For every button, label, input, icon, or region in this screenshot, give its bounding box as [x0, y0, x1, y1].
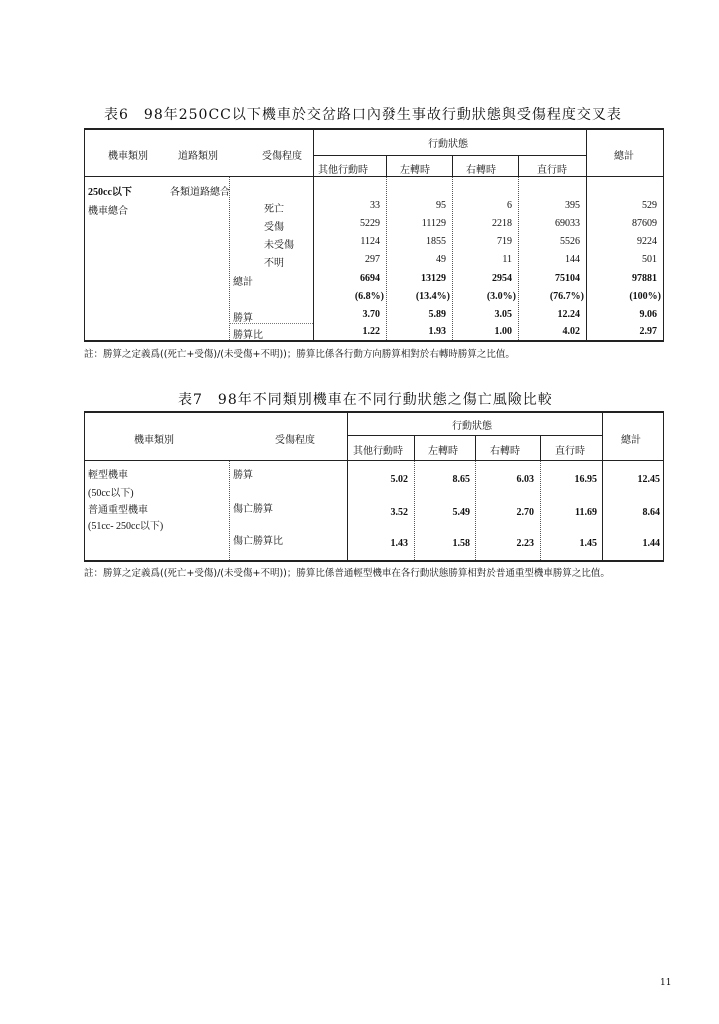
t6-header-total: 總計 — [614, 151, 634, 162]
t6-cell: (3.0%) — [486, 291, 516, 302]
t6-cell: 3.70 — [362, 309, 380, 320]
t6-cell: (6.8%) — [354, 291, 384, 302]
t6-cell: 1.93 — [428, 326, 446, 337]
t6-vehicle-label-2: 機車總合 — [88, 206, 128, 217]
t6-road-label: 各類道路總合 — [170, 187, 230, 198]
t7-row-label: 傷亡勝算比 — [233, 536, 283, 547]
t6-row-label: 勝算比 — [233, 330, 263, 341]
t6-cell: 1124 — [360, 236, 380, 247]
t6-header-injury: 受傷程度 — [262, 151, 302, 162]
t6-cell: 75104 — [555, 273, 580, 284]
t6-header-road: 道路類別 — [178, 151, 218, 162]
t7-cell: 1.43 — [390, 538, 408, 549]
t7-cell: 2.23 — [516, 538, 534, 549]
t6-cell: 5526 — [560, 236, 580, 247]
t7-cell: 6.03 — [516, 474, 534, 485]
t6-cell: 1.22 — [362, 326, 380, 337]
t6-cell: 6 — [507, 200, 512, 211]
t7-header-vehicle: 機車類別 — [134, 435, 174, 446]
t6-row-label: 總計 — [233, 277, 253, 288]
t6-cell: 9224 — [637, 236, 657, 247]
t6-row-label: 勝算 — [233, 313, 253, 324]
t7-cell: 12.45 — [637, 474, 660, 485]
t7-cell: 5.49 — [452, 507, 470, 518]
t6-cell: (100%) — [629, 291, 661, 302]
t6-cell: 1855 — [426, 236, 446, 247]
t6-cell: 395 — [565, 200, 580, 211]
t6-cell: 2218 — [492, 218, 512, 229]
t7-header-injury: 受傷程度 — [275, 435, 315, 446]
t7-cell: 2.70 — [516, 507, 534, 518]
t6-row-label: 未受傷 — [264, 240, 294, 251]
t6-cell: 501 — [642, 254, 657, 265]
t6-header-action: 行動狀態 — [428, 139, 468, 150]
t6-cell: 87609 — [632, 218, 657, 229]
t6-cell: 97881 — [632, 273, 657, 284]
t7-vehicle-2-sub: (51cc- 250cc以下) — [88, 521, 164, 532]
t6-cell: 144 — [565, 254, 580, 265]
t6-cell: 13129 — [421, 273, 446, 284]
table6-note: 註：勝算之定義爲((死亡+受傷)/(未受傷+不明))；勝算比係各行動方向勝算相對於右轉時勝算之比值。 — [84, 349, 515, 360]
t6-cell: 11 — [502, 254, 512, 265]
t6-cell: 297 — [365, 254, 380, 265]
t7-header-total: 總計 — [621, 435, 641, 446]
t6-header-left: 左轉時 — [400, 165, 430, 176]
t6-cell: (76.7%) — [549, 291, 584, 302]
t7-vehicle-2: 普通重型機車 — [88, 505, 148, 516]
t7-cell: 1.58 — [452, 538, 470, 549]
t6-cell: 33 — [370, 200, 380, 211]
t6-cell: 5.89 — [428, 309, 446, 320]
t6-cell: 3.05 — [494, 309, 512, 320]
t6-row-label: 死亡 — [264, 204, 284, 215]
t6-cell: 5229 — [360, 218, 380, 229]
table7-note: 註：勝算之定義爲((死亡+受傷)/(未受傷+不明))；勝算比係普通輕型機車在各行動狀態勝算相對於普通重型機車勝算之比值。 — [84, 568, 610, 579]
t6-cell: 2954 — [492, 273, 512, 284]
page-number: 11 — [660, 978, 672, 988]
t6-header-other: 其他行動時 — [318, 165, 368, 176]
t6-header-right: 右轉時 — [466, 165, 496, 176]
t7-vehicle-1: 輕型機車 — [88, 470, 128, 481]
t6-header-vehicle: 機車類別 — [108, 151, 148, 162]
t6-cell: (13.4%) — [415, 291, 450, 302]
t6-cell: 4.02 — [562, 326, 580, 337]
t7-vehicle-1-sub: (50cc以下) — [88, 488, 134, 499]
t6-cell: 9.06 — [639, 309, 657, 320]
t7-header-right: 右轉時 — [490, 446, 520, 457]
t7-cell: 11.69 — [575, 507, 597, 518]
t6-cell: 11129 — [421, 218, 446, 229]
t7-cell: 8.64 — [642, 507, 660, 518]
t6-cell: 6694 — [360, 273, 380, 284]
t7-cell: 16.95 — [574, 474, 597, 485]
t6-header-straight: 直行時 — [537, 165, 567, 176]
t7-cell: 5.02 — [390, 474, 408, 485]
t7-cell: 1.45 — [579, 538, 597, 549]
table7-title: 表7 98年不同類別機車在不同行動狀態之傷亡風險比較 — [178, 392, 553, 408]
t7-header-other: 其他行動時 — [353, 446, 403, 457]
t6-cell: 2.97 — [639, 326, 657, 337]
t6-vehicle-label-1: 250cc以下 — [88, 187, 132, 198]
t7-row-label: 勝算 — [233, 470, 253, 481]
t7-header-left: 左轉時 — [428, 446, 458, 457]
t6-cell: 1.00 — [494, 326, 512, 337]
t6-cell: 69033 — [555, 218, 580, 229]
t6-cell: 529 — [642, 200, 657, 211]
t7-cell: 8.65 — [452, 474, 470, 485]
table6-title: 表6 98年250CC以下機車於交岔路口內發生事故行動狀態與受傷程度交叉表 — [104, 107, 622, 123]
t6-cell: 719 — [497, 236, 512, 247]
t6-row-label: 受傷 — [264, 222, 284, 233]
t7-header-action: 行動狀態 — [452, 421, 492, 432]
t7-row-label: 傷亡勝算 — [233, 504, 273, 515]
t7-cell: 3.52 — [390, 507, 408, 518]
t6-row-label: 不明 — [264, 258, 284, 269]
t6-cell: 95 — [436, 200, 446, 211]
t6-cell: 49 — [436, 254, 446, 265]
t6-cell: 12.24 — [557, 309, 580, 320]
t7-cell: 1.44 — [642, 538, 660, 549]
t7-header-straight: 直行時 — [555, 446, 585, 457]
